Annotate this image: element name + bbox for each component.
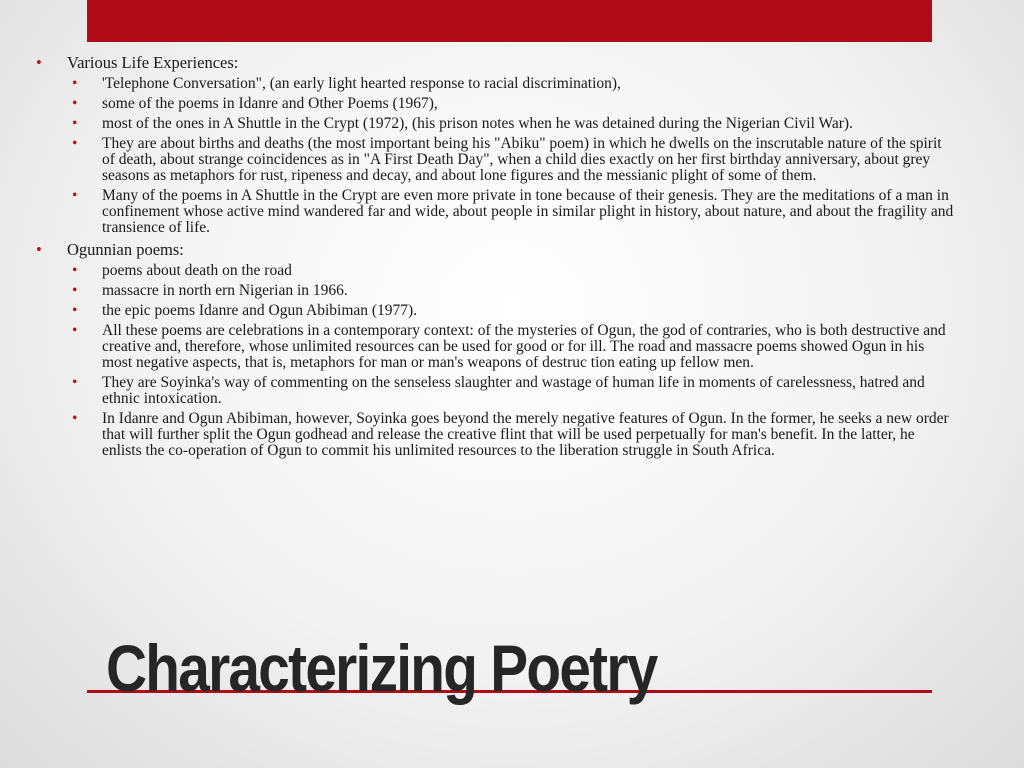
bullet-icon: • [72, 302, 78, 319]
bullet-icon: • [72, 115, 78, 132]
slide-title: Characterizing Poetry [106, 631, 657, 705]
bullet-icon: • [36, 53, 42, 72]
bullet-icon: • [72, 322, 78, 339]
bullet-icon: • [72, 135, 78, 152]
slide-body [36, 53, 956, 463]
bullet-icon: • [72, 187, 78, 204]
bullet-icon: • [72, 374, 78, 391]
sub-bullet-list [67, 263, 956, 459]
bullet-icon: • [36, 240, 42, 259]
bullet-icon: • [72, 410, 78, 427]
list-item: • some of the poems in Idanre and Other Poems (1967), [72, 95, 438, 112]
section-ogunnian-poems [36, 240, 956, 459]
bullet-list [36, 53, 956, 459]
bullet-icon: • [72, 75, 78, 92]
list-item: • Many of the poems in A Shuttle in the Crypt are even more private in tone because of their genesis. They are the meditations of a man in confinement whose active mind wandered far and wide, about people in similar plight in history, about nature, and about the fragility and transience of life. [72, 187, 954, 236]
list-item: • They are about births and deaths (the most important being his "Abiku" poem) in which he dwells on the inscrutable nature of the spirit of death, about strange coincidences as in "A First Death Day", when a child dies exactly on her first birthday anniversary, about grey seasons as metaphors for rust, ripeness and decay, and about lone figures and the messianic plight of some of them. [72, 135, 942, 184]
bullet-icon: • [72, 95, 78, 112]
top-accent-bar [87, 0, 932, 42]
list-item: • the epic poems Idanre and Ogun Abibiman (1977). [72, 302, 418, 319]
bullet-icon: • [72, 262, 78, 279]
list-item: • All these poems are celebrations in a contemporary context: of the mysteries of Ogun, the god of contraries, who is both destructive and creative and, therefore, whose unlimited resources can be used for good or for ill. The road and massacre poems showed Ogun in his most negative aspects, that is, metaphors for man or man's weapons of destruc tion eating up fellow men. [72, 322, 946, 371]
list-item: • 'Telephone Conversation", (an early light hearted response to racial discrimination), [72, 75, 621, 92]
bullet-icon: • [72, 282, 78, 299]
section-life-experiences [36, 53, 956, 236]
list-item: • They are Soyinka's way of commenting on the senseless slaughter and wastage of human life in moments of carelessness, hatred and ethnic intoxication. [72, 374, 925, 407]
list-item: • most of the ones in A Shuttle in the Crypt (1972), (his prison notes when he was detained during the Nigerian Civil War). [72, 115, 853, 132]
sub-bullet-list [67, 76, 956, 236]
section-heading: Ogunnian poems: [67, 240, 184, 259]
section-heading: Various Life Experiences: [67, 53, 239, 72]
list-item: • In Idanre and Ogun Abibiman, however, Soyinka goes beyond the merely negative features of Ogun. In the former, he seeks a new order that will further split the Ogun godhead and release the creative flint that will be used perpetually for man's benefit. In the latter, he enlists the co-operation of Ogun to commit his unlimited resources to the liberation struggle in South Africa. [72, 410, 949, 459]
list-item: • massacre in north ern Nigerian in 1966. [72, 282, 348, 299]
list-item: • poems about death on the road [72, 262, 292, 279]
